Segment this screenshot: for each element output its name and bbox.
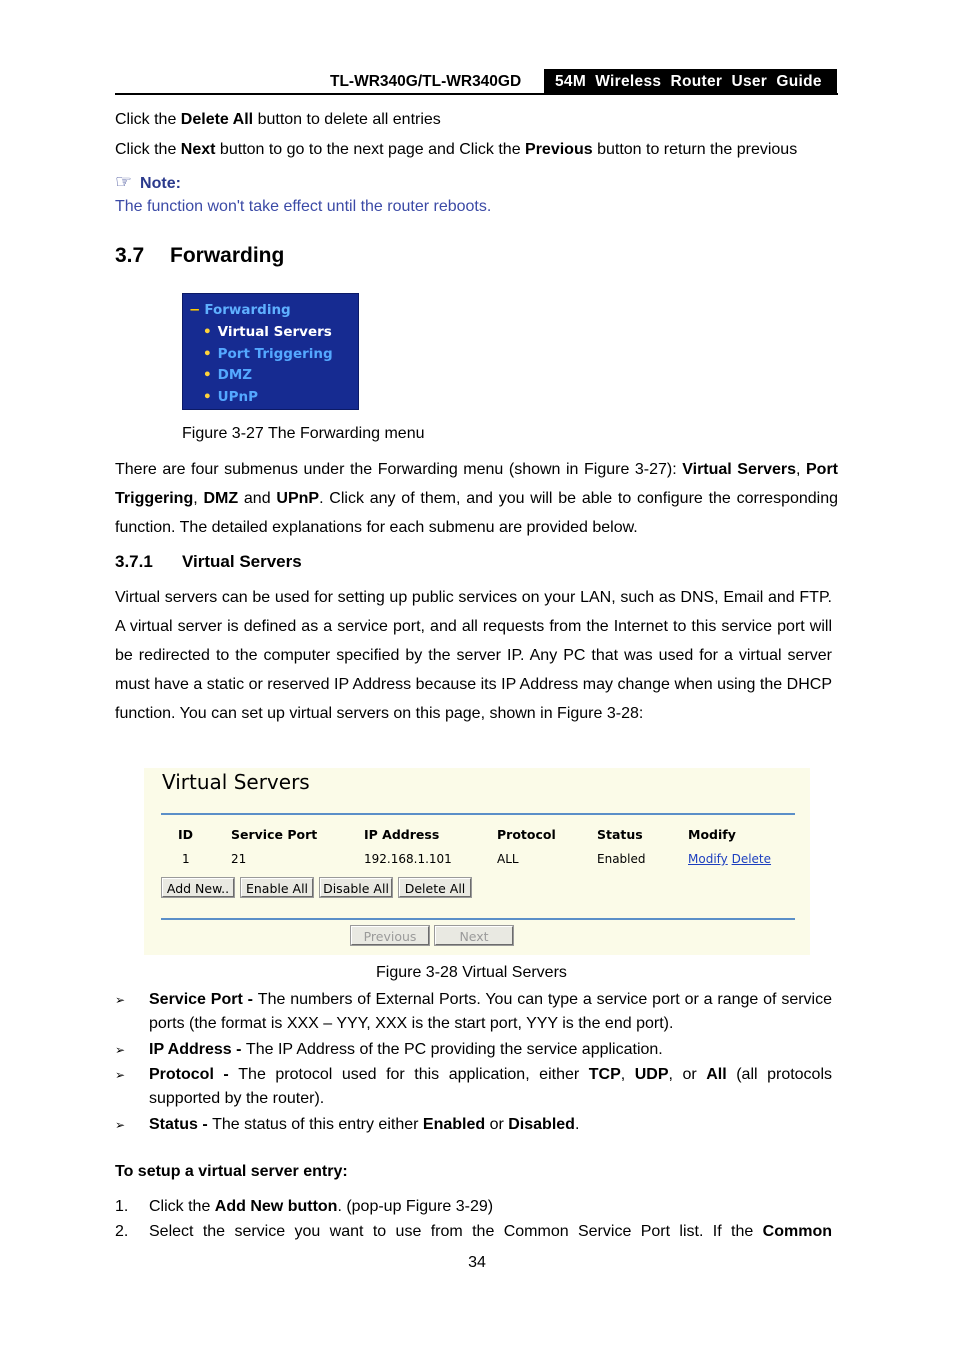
row-ip-address: 192.168.1.101 [364,852,452,866]
col-service-port: Service Port [231,827,318,842]
submenus-paragraph: There are four submenus under the Forwarding menu (shown in Figure 3-27): Virtual Servers, Port Triggering, DMZ and UPnP. Click any of them, and you will be able to configure the corresponding function. The detailed explanations for each submenu are provided below. [115,461,839,536]
delete-all-button[interactable]: Delete All [399,878,471,897]
row-status: Enabled [597,852,646,866]
setup-heading: To setup a virtual server entry: [115,1163,348,1180]
vs-bottom-rule [161,918,795,920]
menu-dmz[interactable]: • DMZ [203,367,253,383]
enable-all-button[interactable]: Enable All [241,878,313,897]
disable-all-button[interactable]: Disable All [320,878,392,897]
menu-upnp[interactable]: • UPnP [203,389,259,405]
delete-all-line: Click the Delete All button to delete all entries [115,111,441,128]
header-guide-title: 54M Wireless Router User Guide [544,69,837,94]
menu-virtual-servers[interactable]: • Virtual Servers [203,324,332,340]
col-protocol: Protocol [497,827,556,842]
row-service-port: 21 [231,852,247,866]
bullet-arrow-icon: ➢ [115,993,126,1007]
virtual-servers-paragraph: Virtual servers can be used for setting up public services on your LAN, such as DNS, Email and FTP. A virtual server is defined as a service port, and all requests from the Internet to this service port will be redirected to the computer specified by the server IP. Any PC that was used for a virtual server must have a static or reserved IP Address because its IP Address may change when using the DHCP function. You can set up virtual servers on this page, shown in Figure 3-28: [115,589,832,722]
pointing-hand-icon: ☞ [115,172,133,193]
field-protocol: ➢ Protocol - The protocol used for this application, either TCP, UDP, or All (all protocols supported by the router). [115,1063,832,1111]
row-modify-links [688,852,771,866]
vs-title: Virtual Servers [162,770,310,794]
section-heading: 3.7 Forwarding [115,244,285,267]
note-heading: ☞ Note: [115,172,181,193]
figure-3-28-caption: Figure 3-28 Virtual Servers [376,964,567,981]
note-text: The function won't take effect until the router reboots. [115,198,492,215]
modify-link[interactable]: Modify [688,852,728,866]
next-previous-line: Click the Next button to go to the next page and Click the Previous button to return the previous [115,141,798,158]
subsection-heading: 3.7.1 Virtual Servers [115,552,302,571]
header-rule [115,93,838,95]
menu-port-triggering[interactable]: • Port Triggering [203,346,333,362]
step-1: 1. Click the Add New button. (pop-up Figure 3-29) [115,1198,494,1215]
field-service-port: ➢ Service Port - The numbers of External Ports. You can type a service port or a range of service ports (the format is XXX – YYY, XXX is the start port, YYY is the end port). [115,988,832,1036]
previous-button[interactable]: Previous [351,926,429,945]
step-2: 2. Select the service you want to use from the Common Service Port list. If the Common [115,1223,832,1240]
row-protocol: ALL [497,852,519,866]
field-ip-address: ➢ IP Address - The IP Address of the PC providing the service application. [115,1038,832,1062]
add-new-button[interactable]: Add New.. [162,878,234,897]
col-status: Status [597,827,643,842]
vs-top-rule [161,813,795,815]
field-status: ➢ Status - The status of this entry either Enabled or Disabled. [115,1113,832,1137]
col-ip-address: IP Address [364,827,440,842]
next-button[interactable]: Next [435,926,513,945]
col-modify: Modify [688,827,736,842]
forwarding-menu-figure [182,293,359,410]
bullet-arrow-icon: ➢ [115,1043,126,1057]
delete-link[interactable]: Delete [731,852,772,866]
row-id: 1 [182,852,190,866]
bullet-arrow-icon: ➢ [115,1068,126,1082]
bullet-arrow-icon: ➢ [115,1118,126,1132]
page-number: 34 [468,1254,486,1271]
col-id: ID [178,827,194,842]
figure-3-27-caption: Figure 3-27 The Forwarding menu [182,425,425,442]
virtual-servers-screenshot [144,768,810,955]
header-model: TL-WR340G/TL-WR340GD [330,73,522,90]
menu-forwarding[interactable]: − Forwarding [189,302,291,318]
